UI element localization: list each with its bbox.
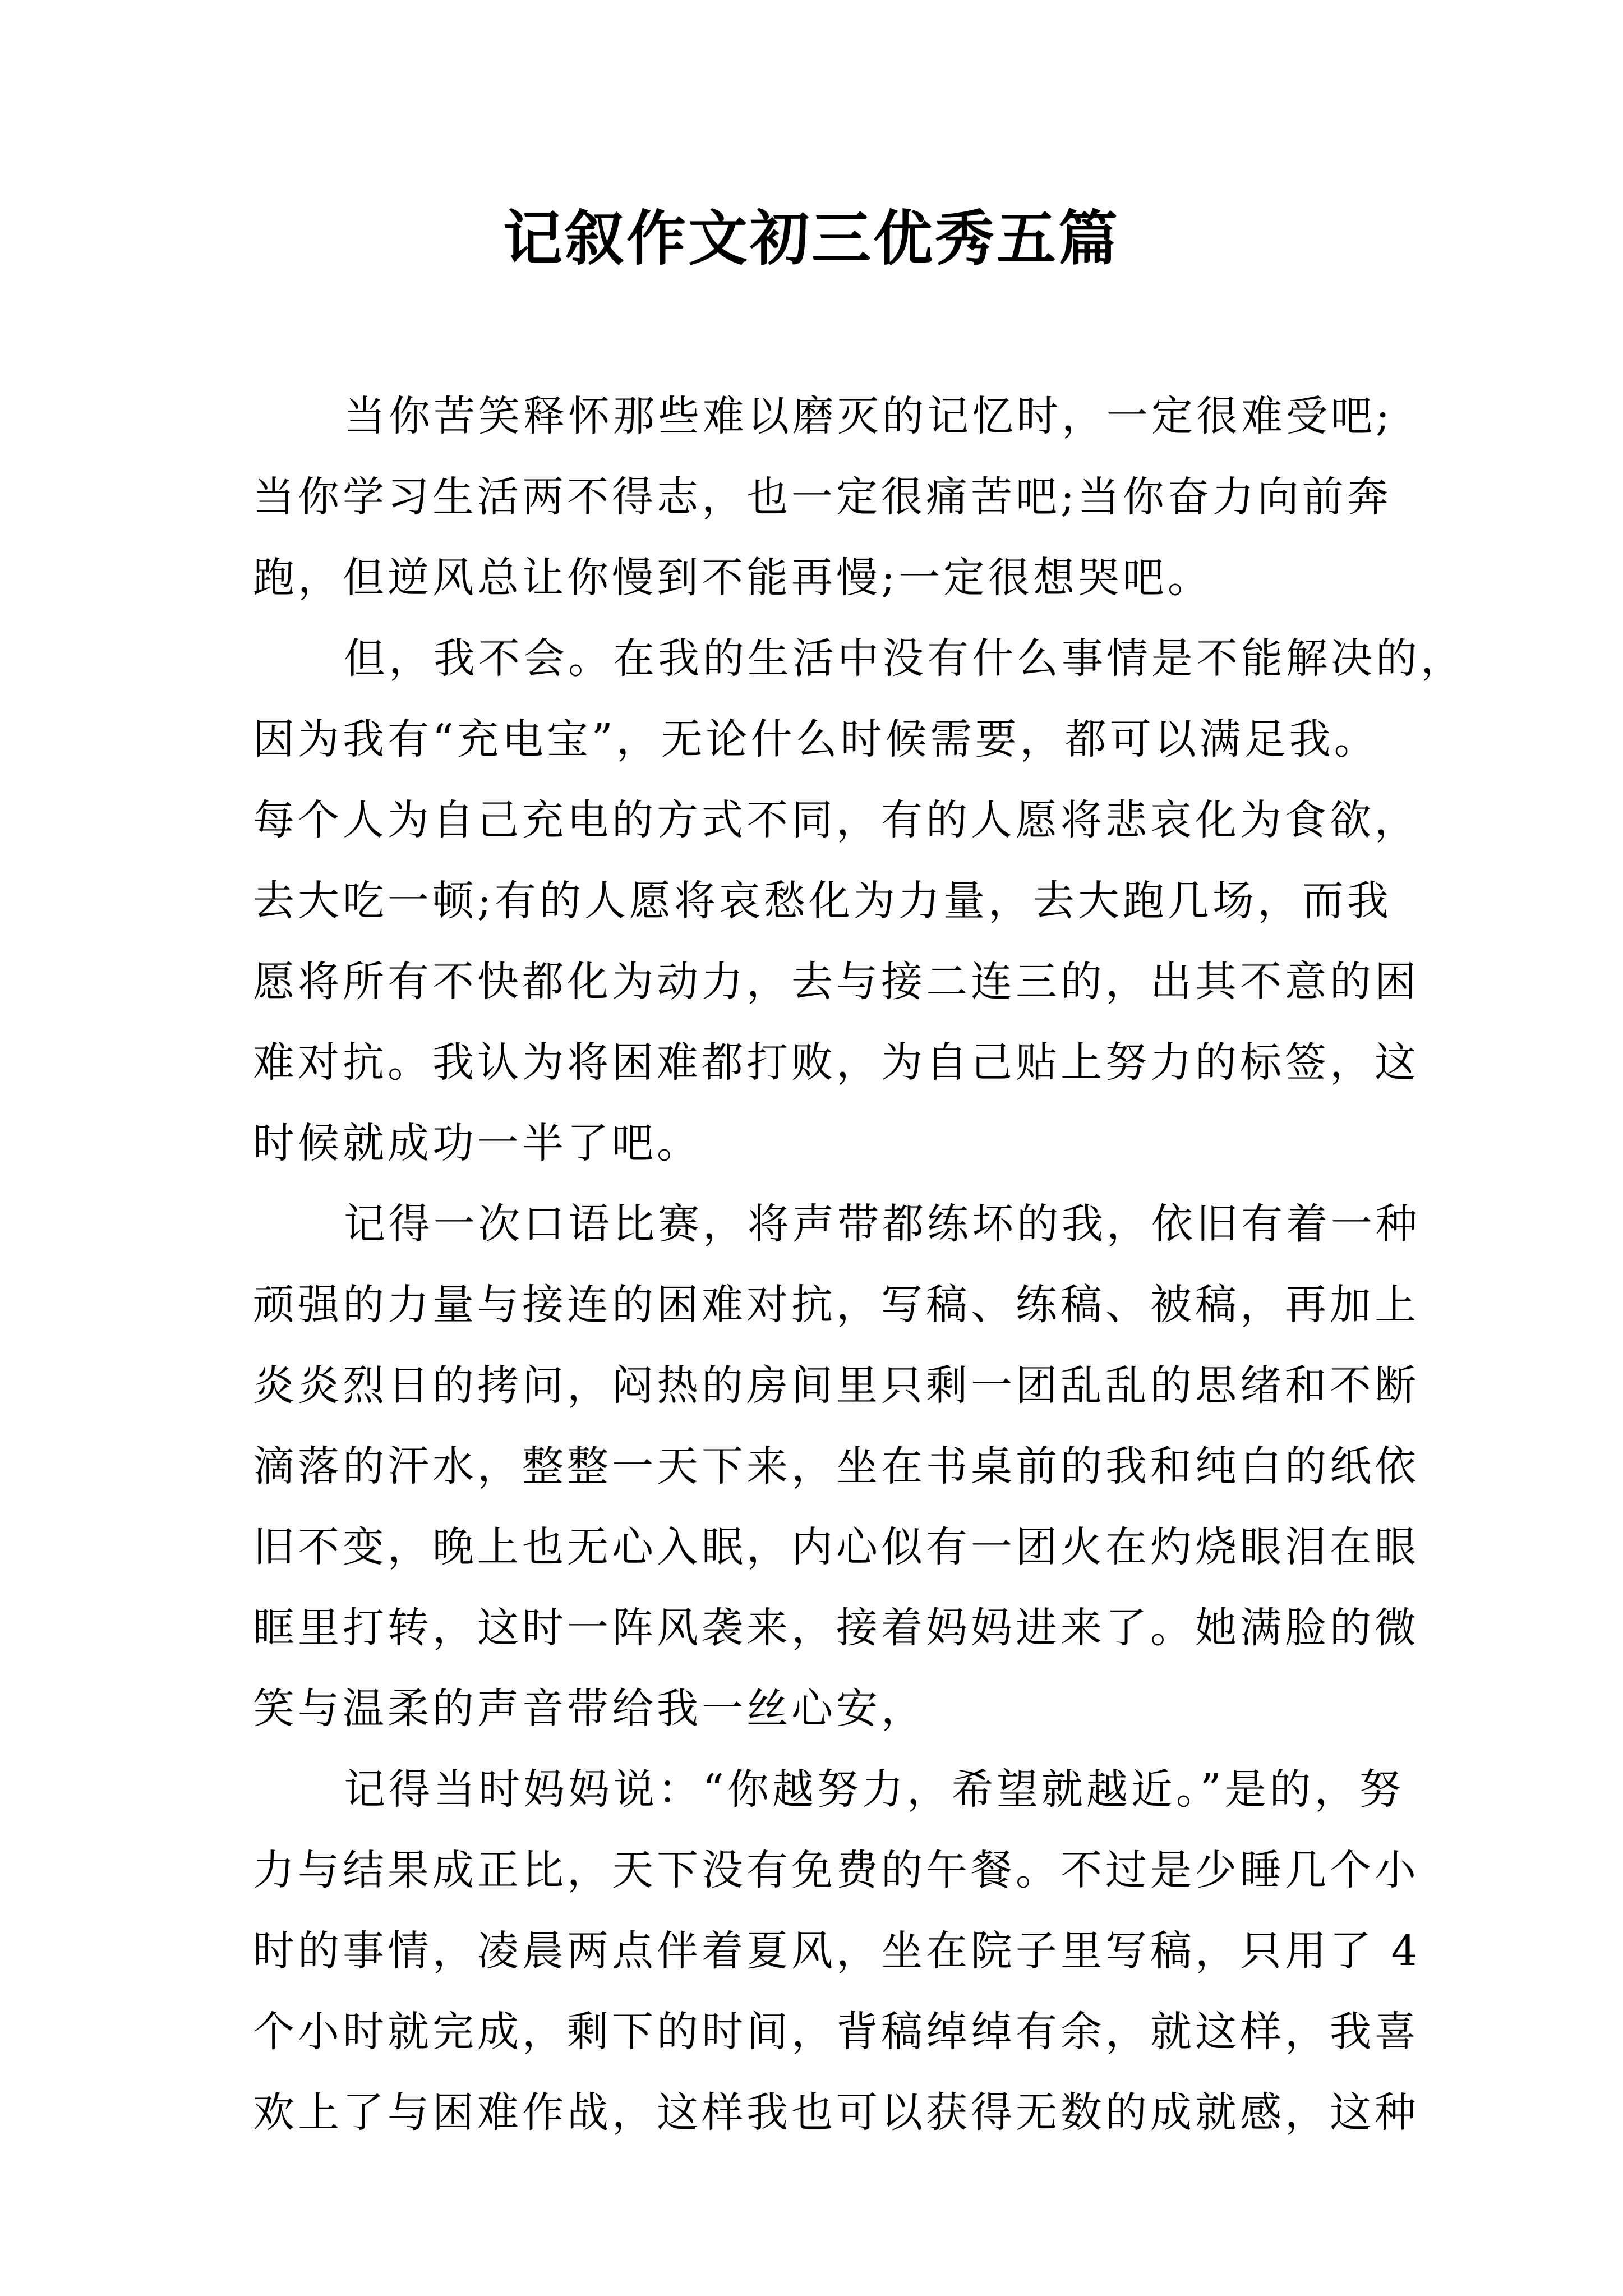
text-line: 顽强的力量与接连的困难对抗，写稿、练稿、被稿，再加上: [253, 1281, 1419, 1329]
text-line: 但，我不会。在我的生活中没有什么事情是不能解决的，: [344, 634, 1465, 683]
text-line: 欢上了与困难作战，这样我也可以获得无数的成就感，这种: [253, 2088, 1419, 2137]
text-line: 愿将所有不快都化为动力，去与接二连三的，出其不意的困: [253, 958, 1419, 1006]
text-line: 时候就成功一半了吧。: [253, 1119, 702, 1167]
text-line: 因为我有“充电宝”，无论什么时候需要，都可以满足我。: [253, 715, 1379, 763]
text-line: 难对抗。我认为将困难都打败，为自己贴上努力的标签，这: [253, 1038, 1419, 1087]
document-body: [253, 376, 1465, 2153]
paragraph-1: [253, 376, 1393, 618]
text-line: 炎炎烈日的拷问，闷热的房间里只剩一团乱乱的思绪和不断: [253, 1361, 1419, 1410]
text-line: 每个人为自己充电的方式不同，有的人愿将悲哀化为食欲，: [253, 796, 1419, 844]
text-line: 记得当时妈妈说：“你越努力，希望就越近。”是的，努: [344, 1765, 1404, 1814]
document-title: 记叙作文初三优秀五篇: [503, 203, 1120, 273]
text-line: 笑与温柔的声音带给我一丝心安，: [253, 1685, 926, 1733]
text-line: 眶里打转，这时一阵风袭来，接着妈妈进来了。她满脸的微: [253, 1604, 1419, 1652]
text-line: 当你苦笑释怀那些难以磨灭的记忆时，一定很难受吧;: [344, 392, 1393, 440]
text-line: 时的事情，凌晨两点伴着夏风，坐在院子里写稿，只用了 4: [253, 1927, 1421, 1975]
text-line: 跑，但逆风总让你慢到不能再慢;一定很想哭吧。: [253, 554, 1212, 602]
text-line: 力与结果成正比，天下没有免费的午餐。不过是少睡几个小: [253, 1846, 1419, 1894]
text-line: 滴落的汗水，整整一天下来，坐在书桌前的我和纯白的纸依: [253, 1442, 1419, 1490]
paragraph-3: [253, 1184, 1421, 1749]
paragraph-2: [253, 618, 1465, 1184]
paragraph-4: [253, 1749, 1421, 2153]
text-line: 旧不变，晚上也无心入眠，内心似有一团火在灼烧眼泪在眼: [253, 1523, 1419, 1571]
text-line: 去大吃一顿;有的人愿将哀愁化为力量，去大跑几场，而我: [253, 877, 1392, 925]
text-line: 记得一次口语比赛，将声带都练坏的我，依旧有着一种: [344, 1200, 1421, 1248]
text-line: 当你学习生活两不得志，也一定很痛苦吧;当你奋力向前奔: [253, 473, 1392, 521]
text-line: 个小时就完成，剩下的时间，背稿绰绰有余，就这样，我喜: [253, 2008, 1419, 2056]
